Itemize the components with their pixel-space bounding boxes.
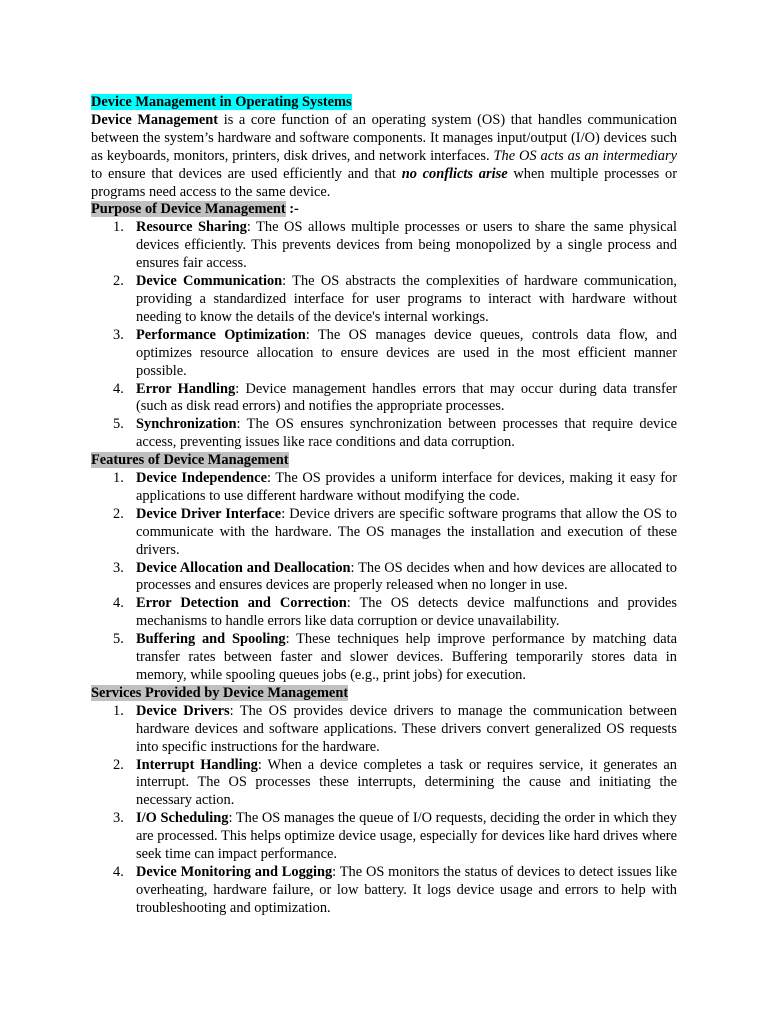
list-item-term: Device Monitoring and Logging (136, 863, 333, 880)
list-item-number: 3. (113, 326, 124, 343)
intro-term: Device Management (91, 111, 219, 128)
section-heading-purpose (91, 201, 677, 219)
section-heading-text: Services Provided by Device Management (91, 684, 349, 701)
list-item (113, 631, 677, 685)
list-item-text: : The OS allows multiple processes or users to share the same physical devices efficiently. This prevents devices from being monopolized by a single process and ensures fair access. (136, 219, 677, 272)
document-body (91, 94, 677, 918)
list-item-number: 2. (113, 756, 124, 773)
list-item-text: : The OS detects device malfunctions and provides mechanisms to handle errors like data corruption or device unavailability. (136, 595, 677, 630)
section-heading-text: Purpose of Device Management (91, 201, 286, 218)
list-item (113, 505, 677, 560)
list-item-term: Buffering and Spooling (136, 631, 286, 648)
list-item-number: 3. (113, 559, 124, 576)
intro-text-2: to ensure that devices are used efficiently and that (91, 165, 402, 182)
list-item (113, 380, 678, 417)
list-item (113, 595, 677, 631)
list-item-number: 4. (113, 380, 124, 397)
section-heading-services (91, 685, 677, 703)
list-item-text: : Device drivers are specific software programs that allow the OS to communicate with the hardware. The OS manages the installation and execution of these drivers. (136, 505, 677, 558)
list-item-term: Resource Sharing (136, 219, 247, 236)
list-item-number: 5. (113, 631, 124, 648)
list-item-term: Device Driver Interface (136, 505, 282, 522)
list-item-text: : The OS provides device drivers to manage the communication between hardware devices and software applications. These drivers convert generalized OS requests into specific instructions for the hardware. (136, 702, 677, 755)
list-item-number: 2. (113, 505, 124, 522)
list-item-text: : These techniques help improve performance by matching data transfer rates between faster and slower devices. Buffering temporarily stores data in memory, while spooling queues jobs (e.g., print jobs) for execution. (136, 631, 677, 683)
list-item-term: Device Independence (136, 470, 267, 487)
list-item-term: Synchronization (136, 416, 237, 433)
list-item-term: Error Handling (136, 380, 236, 397)
list-item-number: 4. (113, 595, 124, 612)
list-item-text: : When a device completes a task or requires service, it generates an interrupt. The OS processes these interrupts, determining the cause and initiating the necessary action. (136, 756, 677, 809)
section-heading-features (91, 452, 677, 470)
list-item (113, 863, 677, 918)
list-item-term: Error Detection and Correction (136, 595, 347, 612)
intro-text-3: when multiple processes or programs need access to the same device. (91, 165, 677, 200)
list-item-number: 3. (113, 810, 124, 827)
list-item-number: 1. (113, 702, 124, 719)
purpose-list (91, 219, 677, 452)
list-item (113, 326, 677, 381)
list-item-number: 4. (113, 863, 124, 880)
list-item-text: : The OS monitors the status of devices to detect issues like overheating, hardware failure, or low battery. It logs device usage and errors to help with troubleshooting and optimization. (136, 863, 677, 916)
list-item-term: Device Drivers (136, 702, 230, 719)
list-item-text: : The OS abstracts the complexities of hardware communication, providing a standardized interface for user programs to interact with hardware without needing to know the details of the device's internal workings. (136, 273, 677, 325)
features-list (91, 470, 677, 685)
list-item-text: : The OS ensures synchronization between processes that require device access, preventing issues like race conditions and data corruption. (136, 416, 677, 451)
list-item (113, 470, 677, 506)
list-item-text: : The OS manages device queues, controls data flow, and optimizes resource allocation to ensure devices are used in the most efficient manner possible. (136, 326, 677, 379)
list-item (113, 756, 677, 811)
list-item-number: 2. (113, 273, 124, 290)
list-item (113, 416, 677, 452)
list-item-number: 1. (113, 219, 124, 236)
list-item-number: 5. (113, 416, 124, 433)
list-item (113, 810, 678, 864)
list-item-text: : The OS decides when and how devices are allocated to processes and ensures devices are properly released when no longer in use. (136, 559, 678, 594)
list-item-number: 1. (113, 470, 124, 487)
services-list (91, 703, 677, 918)
section-heading-suffix: :- (285, 201, 299, 218)
list-item-text: : The OS provides a uniform interface for devices, making it easy for applications to use different hardware without modifying the code. (136, 470, 677, 504)
list-item-term: Device Allocation and Deallocation (136, 559, 351, 576)
list-item (113, 559, 678, 596)
list-item-text: : Device management handles errors that may occur during data transfer (such as disk read errors) and notifies the appropriate processes. (136, 380, 678, 415)
intro-bold-italic: no conflicts arise (401, 165, 508, 182)
intro-italic: The OS acts as an intermediary (493, 147, 677, 164)
list-item-term: Interrupt Handling (136, 756, 258, 773)
list-item-term: Performance Optimization (136, 326, 306, 343)
section-heading-text: Features of Device Management (91, 452, 289, 469)
list-item (113, 219, 677, 273)
document-title (91, 94, 677, 112)
list-item-term: Device Communication (136, 273, 283, 290)
document-title-text: Device Management in Operating Systems (91, 94, 352, 110)
list-item-text: : The OS manages the queue of I/O requests, deciding the order in which they are processed. This helps optimize device usage, especially for devices like hard drives where seek time can impact performance. (136, 810, 678, 863)
intro-paragraph (91, 112, 677, 202)
list-item (113, 702, 677, 757)
intro-text-1: is a core function of an operating system (OS) that handles communication between the system’s hardware and software components. It manages input/output (I/O) devices such as keyboards, monitors, printers, disk drives, and network interfaces. (91, 111, 677, 164)
list-item-term: I/O Scheduling (136, 810, 229, 827)
list-item (113, 273, 677, 327)
